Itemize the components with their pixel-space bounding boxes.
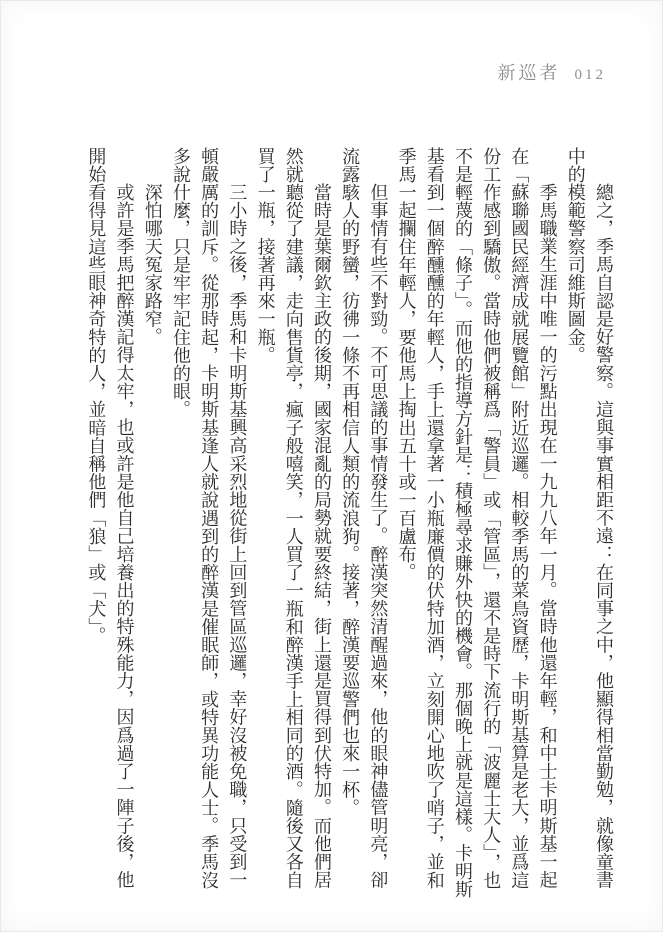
book-title-label: 新巡者: [497, 63, 561, 83]
paragraph: 當時是葉爾欽主政的後期，國家混亂的局勢就要終結，街上還是買得到伏特加。而他們居然就聽從了建議，走向售貨亭，瘋子般嘻笑，一人買了一瓶和醉漢手上相同的酒。隨後又各自買了一瓶，接著再來一瓶。: [255, 147, 332, 890]
paragraph: 三小時之後，季馬和卡明斯基興高采烈地從街上回到管區巡邏，幸好沒被免職，只受到一頓嚴厲的訓斥。從那時起，卡明斯基逢人就說遇到的醉漢是催眠師，或特異功能人士。季馬沒多說什麼，只是牢牢記住他的眼。: [170, 147, 248, 890]
running-head: [498, 59, 607, 85]
paragraph: 或許是季馬把醉漢記得太牢，也或許是他自己培養出的特殊能力，因爲過了一陣子後，他開始看得見這些眼神奇特的人，並暗自稱他們「狼」或「犬」。: [86, 147, 135, 889]
paragraph: 但事情有些不對勁。不可思議的事情發生了。醉漢突然清醒過來，他的眼神儘管明亮，卻流露駭人的野蠻，彷彿一條不再相信人類的流浪狗。接著，醉漢要巡警們也來一杯。: [340, 147, 389, 889]
paragraph: 季馬職業生涯中唯一的污點出現在一九九八年一月。當時他還年輕，和中士卡明斯基一起在「蘇聯國民經濟成就展覽館」附近巡邏。相較季馬的菜鳥資歷，卡明斯基算是老大，並爲這份工作感到驕傲。當時他們被稱爲「警員」或「管區」，還不是時下流行的「波麗士大人」，也不是輕蔑的「條子」。而他的指導方針是：積極尋求賺外快的機會。那個晚上就是這樣。卡明斯基看到一個醉醺醺的年輕人，手上還拿著一小瓶廉價的伏特加酒，立刻開心地吹了哨子，並和季馬一起攔住年輕人，要他馬上掏出五十或一百盧布。: [396, 147, 558, 899]
page-number: 012: [574, 67, 606, 83]
paragraph: 總之，季馬自認是好警察。這與事實相距不遠：在同事之中，他顯得相當勤勉，就像童書中的模範警察司維斯圖金。: [565, 147, 614, 889]
text-body: [81, 147, 618, 905]
paragraph: 深怕哪天冤家路窄。: [142, 183, 163, 346]
